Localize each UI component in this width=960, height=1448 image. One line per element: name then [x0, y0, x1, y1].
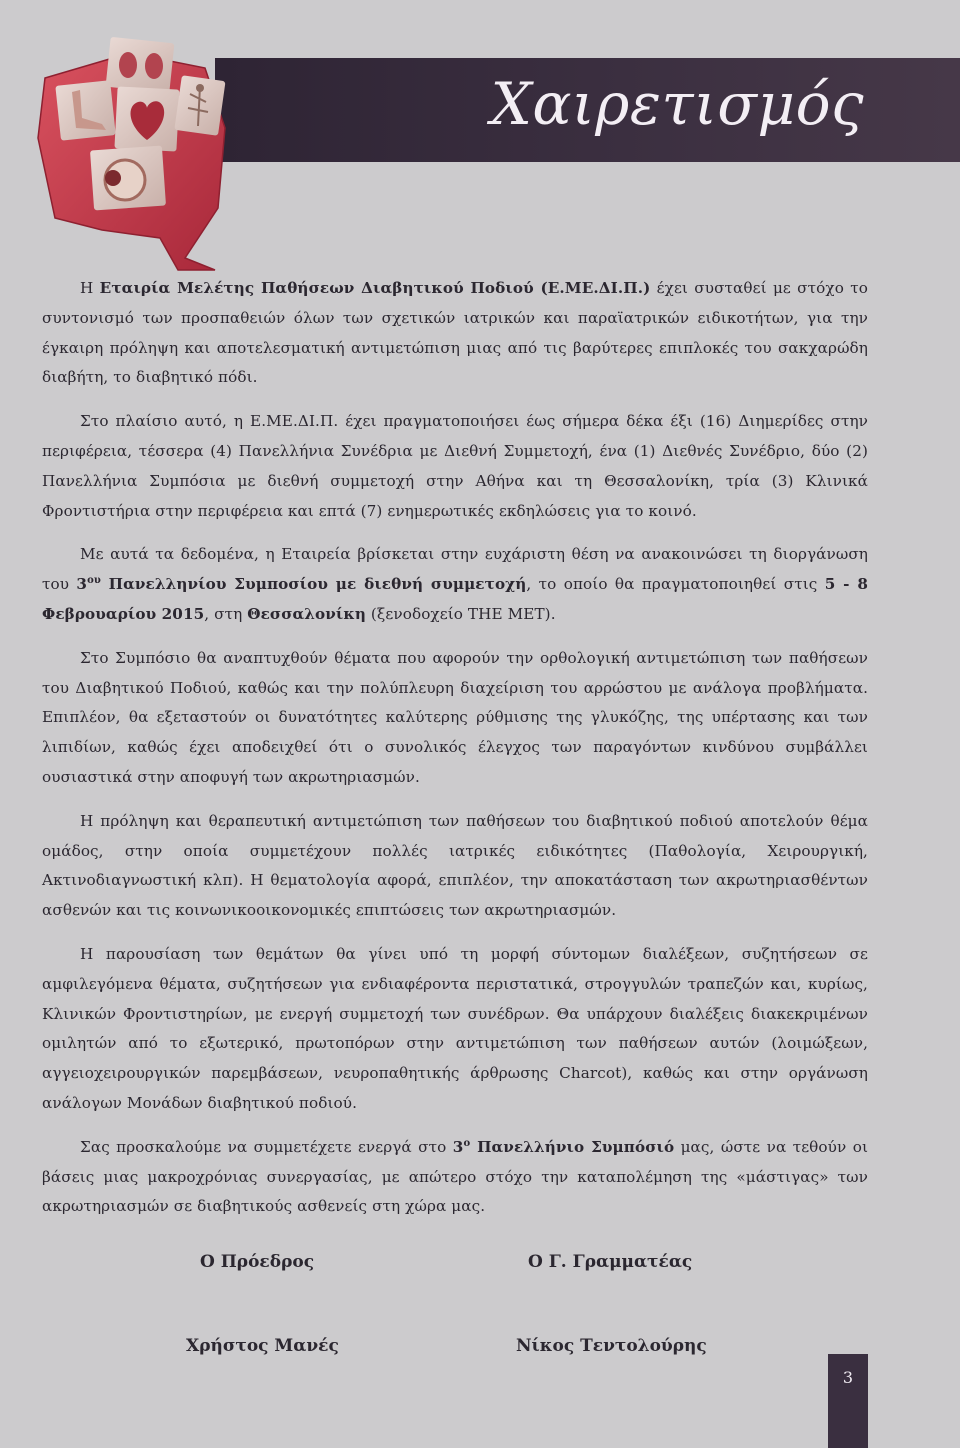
- president-name: Χρήστος Μανές: [186, 1336, 339, 1356]
- paragraph-format: Η παρουσίαση των θεμάτων θα γίνει υπό τη μορφή σύντομων διαλέξεων, συζητήσεων σε αμφιλεγόμενα θέματα, συζητήσεων για ενδιαφέροντα περιστατικά, στρογγυλών τραπεζών και, κυρίως, Κλινικών Φροντιστηρίων, με ενεργή συμμετοχή των συνέδρων. Θα υπάρχουν διαλέξεις διακεκριμένων ομιλητών από το εξωτερικό, πρωτοπόρων στην αντιμετώπιση των παθήσεων αυτών (λοιμώξεων, αγγειοχειρουργικών παρεμβάσεων, νευροπαθητικής άρθρωσης Charcot), καθώς και στην οργάνωση ανάλογων Μονάδων διαβητικού ποδιού.: [42, 944, 868, 1112]
- event-dates: 5 - 8 Φεβρουαρίου 2015: [42, 575, 868, 623]
- event-city: Θεσσαλονίκη: [247, 604, 366, 623]
- paragraph-history: Στο πλαίσιο αυτό, η Ε.ΜΕ.ΔΙ.Π. έχει πραγματοποιήσει έως σήμερα δέκα έξι (16) Διημερίδες στην περιφέρεια, τέσσερα (4) Πανελλήνια Συνέδρια με Διεθνή Συμμετοχή, ένα (1) Διεθνές Συνέδριο, δύο (2) Πανελλήνια Συμπόσια με διεθνή συμμετοχή στην Αθήνα και τη Θεσσαλονίκη, τρία (3) Κλινικά Φροντιστήρια στην περιφέρεια και επτά (7) ενημερωτικές εκδηλώσεις για το κοινό.: [42, 412, 868, 520]
- paragraph-topics: Στο Συμπόσιο θα αναπτυχθούν θέματα που αφορούν την ορθολογική αντιμετώπιση των παθήσεων του Διαβητικού Ποδιού, καθώς και την πολύπλευρη διαχείριση του αρρώστου με ανάλογα προβλήματα. Επιπλέον, θα εξεταστούν οι δυνατότητες καλύτερης ρύθμισης της γλυκόζης, της υπέρτασης και των λιπιδίων, καθώς έχει αποδειχθεί ότι ο συνολικός έλεγχος των παραγόντων κινδύνου συμβάλλει ουσιαστικά στην αποφυγή των ακρωτηριασμών.: [42, 648, 868, 786]
- society-name: Εταιρία Μελέτης Παθήσεων Διαβητικού Ποδιού (Ε.ΜΕ.ΔΙ.Π.): [99, 279, 651, 297]
- page-number-box: [828, 1354, 868, 1448]
- paragraph-intro: [42, 274, 868, 393]
- kidney-tile-icon: [106, 37, 175, 93]
- medical-emblem-icon: [10, 8, 260, 278]
- heart-tile-icon: [114, 86, 179, 151]
- secretary-name: Νίκος Τεντολούρης: [516, 1336, 707, 1356]
- text-span: Με αυτά τα δεδομένα, η Εταιρεία βρίσκεται στην ευχάριστη θέση να ανακοινώσει τη διοργάνωση του: [42, 545, 868, 594]
- text-span: , στη: [204, 604, 248, 623]
- page-number: 3: [842, 1368, 854, 1387]
- text-span: Σας προσκαλούμε να συμμετέχετε ενεργά στο: [80, 1137, 453, 1156]
- ordinal-number: 3: [76, 575, 88, 594]
- ordinal-suffix: ο: [463, 1137, 471, 1149]
- symposium-name: Πανελληνίου Συμποσίου με διεθνή συμμετοχή: [100, 575, 527, 594]
- eye-tile-icon: [90, 146, 166, 211]
- paragraph-invitation: [42, 1133, 868, 1222]
- ordinal-number: 3: [452, 1137, 464, 1156]
- text-span: έχει συσταθεί με στόχο το συντονισμό των προσπαθειών όλων των σχετικών ιατρικών και παραϊατρικών ειδικοτήτων, για την έγκαιρη πρόληψη και αποτελεσματική αντιμετώπιση μιας από τις βαρύτερες επιπλοκές του σακχαρώδη διαβήτη, το διαβητικό πόδι.: [42, 279, 868, 387]
- ordinal-suffix: ου: [87, 575, 101, 587]
- text-span: , το οποίο θα πραγματοποιηθεί στις: [526, 575, 825, 594]
- foot-tile-icon: [55, 80, 115, 140]
- symposium-title: [76, 575, 526, 593]
- president-role: Ο Πρόεδρος: [200, 1252, 315, 1272]
- symposium-mention: [453, 1138, 674, 1156]
- page-title: Χαιρετισμός: [490, 70, 864, 138]
- symposium-name: Πανελλήνιο Συμπόσιό: [470, 1137, 675, 1156]
- neuron-tile-icon: [174, 75, 225, 136]
- secretary-role: Ο Γ. Γραμματέας: [528, 1252, 693, 1272]
- body-text: [42, 274, 868, 1236]
- paragraph-team: Η πρόληψη και θεραπευτική αντιμετώπιση των παθήσεων του διαβητικού ποδιού αποτελούν θέμα ομάδος, στην οποία συμμετέχουν πολλές ιατρικές ειδικότητες (Παθολογία, Χειρουργική, Ακτινοδιαγνωστική κλπ). Η θεματολογία αφορά, επιπλέον, την αποκατάσταση των ακρωτηριασθέντων ασθενών και τις κοινωνικοοικονομικές επιπτώσεις των ακρωτηριασμών.: [42, 811, 868, 920]
- text-span: μας, ώστε να τεθούν οι βάσεις μιας μακροχρόνιας συνεργασίας, με απώτερο στόχο την καταπολέμηση της «μάστιγας» των ακρωτηριασμών σε διαβητικούς ασθενείς στη χώρα μας.: [42, 1137, 869, 1216]
- text-span: (ξενοδοχείο THE MET).: [365, 604, 556, 623]
- text-span: Η: [80, 279, 100, 297]
- paragraph-announcement: [42, 540, 868, 629]
